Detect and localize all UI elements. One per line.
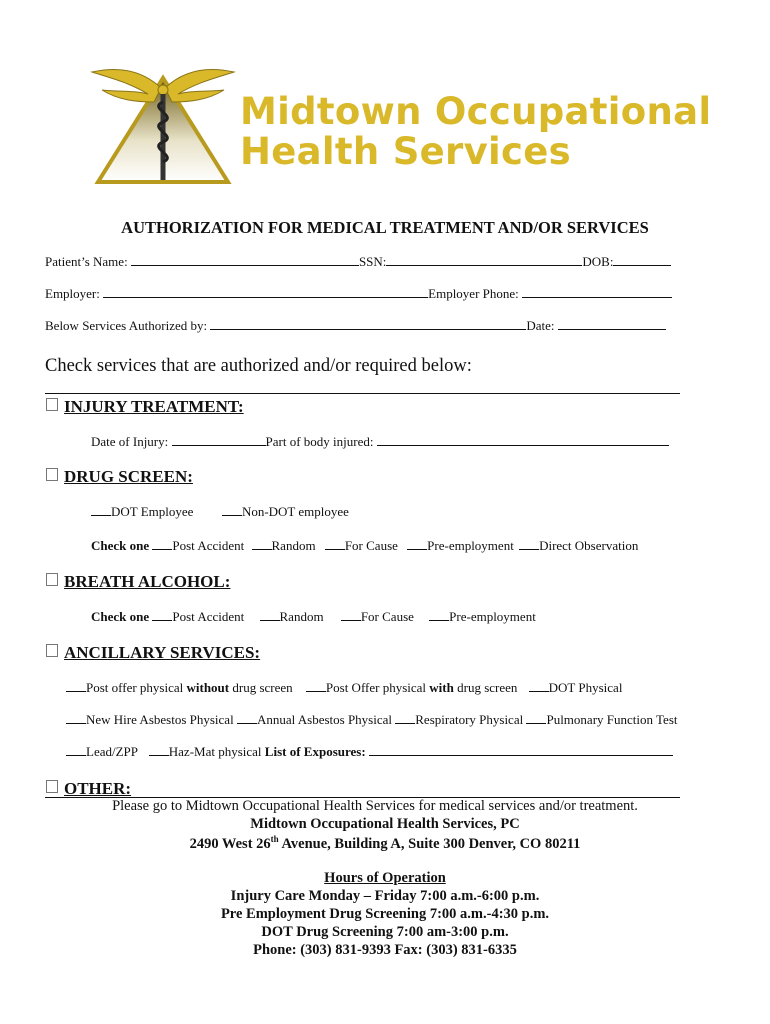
- ancillary-section-heading: [46, 643, 260, 663]
- drug-checkbox[interactable]: [46, 468, 58, 481]
- address-part: 2490 West 26: [189, 835, 271, 852]
- ancillary-label: Post offer physical: [86, 680, 187, 695]
- drug-option-label: Post Accident: [172, 538, 245, 553]
- injury-row: [91, 434, 669, 450]
- dob-field[interactable]: [613, 254, 671, 266]
- breath-section-heading: [46, 572, 230, 592]
- breath-option-blank[interactable]: [152, 609, 172, 621]
- breath-heading-text: BREATH ALCOHOL:: [64, 572, 231, 591]
- date-of-injury-field[interactable]: [172, 434, 266, 446]
- logo-title-line2: Health Services: [240, 130, 571, 173]
- ancillary-blank[interactable]: [237, 712, 257, 724]
- employer-field[interactable]: [103, 286, 428, 298]
- breath-option-label: Pre-employment: [449, 609, 536, 624]
- ancillary-label: drug screen: [229, 680, 293, 695]
- ssn-field[interactable]: [386, 254, 582, 266]
- exposures-field[interactable]: [369, 744, 673, 756]
- address-ordinal: th: [270, 834, 279, 844]
- employer-row: [45, 286, 672, 302]
- drug-reason-row: [91, 538, 638, 554]
- footer-address: [0, 834, 770, 853]
- logo-title-line1: Midtown Occupational: [240, 90, 712, 133]
- breath-checkbox[interactable]: [46, 573, 58, 586]
- ancillary-label: New Hire Asbestos Physical: [86, 712, 234, 727]
- employer-phone-label: Employer Phone:: [428, 286, 519, 301]
- other-checkbox[interactable]: [46, 780, 58, 793]
- breath-option-label: Random: [279, 609, 324, 624]
- ancillary-label-emphasis: with: [429, 680, 454, 695]
- ssn-label: SSN:: [358, 254, 387, 269]
- ancillary-label: Haz-Mat physical: [168, 744, 265, 759]
- drug-option-blank[interactable]: [252, 538, 272, 550]
- patient-name-label: Patient’s Name:: [45, 254, 128, 269]
- drug-option-blank[interactable]: [325, 538, 345, 550]
- body-part-label: Part of body injured:: [265, 434, 374, 449]
- ancillary-label: Lead/ZPP: [86, 744, 138, 759]
- non-dot-label: Non-DOT employee: [241, 504, 349, 519]
- drug-section-heading: [46, 467, 193, 487]
- drug-option-blank[interactable]: [407, 538, 427, 550]
- hours-pre-employment: Pre Employment Drug Screening 7:00 a.m.-4:30 p.m.: [220, 906, 550, 922]
- breath-check-one-label: Check one: [91, 609, 150, 624]
- employer-phone-field[interactable]: [522, 286, 672, 298]
- ancillary-blank[interactable]: [149, 744, 169, 756]
- ancillary-label: DOT Physical: [548, 680, 623, 695]
- footer-instruction: Please go to Midtown Occupational Health Services for medical services and/or treatment.: [112, 798, 638, 814]
- breath-option-label: Post Accident: [172, 609, 245, 624]
- injury-heading-text: INJURY TREATMENT:: [64, 397, 244, 416]
- ancillary-label: Respiratory Physical: [415, 712, 524, 727]
- breath-option-label: For Cause: [360, 609, 414, 624]
- caduceus-pyramid-icon: [88, 60, 238, 190]
- other-heading-text: OTHER:: [64, 779, 132, 798]
- ancillary-row-1: [66, 680, 622, 696]
- ancillary-label: Pulmonary Function Test: [546, 712, 678, 727]
- drug-option-blank[interactable]: [152, 538, 172, 550]
- breath-reason-row: [91, 609, 536, 625]
- logo: [88, 60, 712, 200]
- drug-heading-text: DRUG SCREEN:: [64, 467, 193, 486]
- ancillary-blank[interactable]: [529, 680, 549, 692]
- exposures-label: List of Exposures:: [264, 744, 366, 759]
- form-title: AUTHORIZATION FOR MEDICAL TREATMENT AND/OR SERVICES: [121, 218, 649, 237]
- ancillary-row-2: [66, 712, 677, 728]
- divider-top: [45, 393, 680, 394]
- other-section-heading: [46, 779, 131, 799]
- dot-employee-label: DOT Employee: [111, 504, 194, 519]
- ancillary-blank[interactable]: [66, 712, 86, 724]
- dob-label: DOB:: [582, 254, 614, 269]
- ancillary-label-emphasis: without: [186, 680, 230, 695]
- drug-check-one-label: Check one: [91, 538, 150, 553]
- breath-option-blank[interactable]: [260, 609, 280, 621]
- patient-name-field[interactable]: [131, 254, 359, 266]
- ancillary-label: Annual Asbestos Physical: [256, 712, 392, 727]
- footer-phone: Phone: (303) 831-9393 Fax: (303) 831-6335: [253, 942, 517, 958]
- ancillary-blank[interactable]: [526, 712, 546, 724]
- ancillary-row-3: [66, 744, 673, 760]
- body-part-field[interactable]: [377, 434, 669, 446]
- drug-option-blank[interactable]: [519, 538, 539, 550]
- drug-employee-type-row: [91, 504, 349, 520]
- date-field[interactable]: [558, 318, 666, 330]
- hours-injury-care: Injury Care Monday – Friday 7:00 a.m.-6:00 p.m.: [230, 888, 540, 904]
- ancillary-blank[interactable]: [66, 744, 86, 756]
- authorized-by-label: Below Services Authorized by:: [45, 318, 208, 333]
- date-of-injury-label: Date of Injury:: [91, 434, 169, 449]
- ancillary-heading-text: ANCILLARY SERVICES:: [64, 643, 261, 662]
- non-dot-blank[interactable]: [222, 504, 242, 516]
- authorized-by-field[interactable]: [210, 318, 526, 330]
- drug-option-label: Pre-employment: [427, 538, 514, 553]
- breath-option-blank[interactable]: [429, 609, 449, 621]
- injury-section-heading: [46, 397, 244, 417]
- ancillary-checkbox[interactable]: [46, 644, 58, 657]
- ancillary-label: Post Offer physical: [325, 680, 430, 695]
- ancillary-blank[interactable]: [395, 712, 415, 724]
- drug-option-label: Random: [271, 538, 316, 553]
- drug-option-label: For Cause: [344, 538, 398, 553]
- hours-dot: DOT Drug Screening 7:00 am-3:00 p.m.: [261, 924, 509, 940]
- drug-option-label: Direct Observation: [539, 538, 639, 553]
- patient-row: [45, 254, 671, 270]
- date-label: Date:: [526, 318, 555, 333]
- dot-employee-blank[interactable]: [91, 504, 111, 516]
- check-services-heading: Check services that are authorized and/or required below:: [45, 356, 472, 376]
- employer-label: Employer:: [45, 286, 100, 301]
- footer-company: Midtown Occupational Health Services, PC: [250, 816, 520, 832]
- injury-checkbox[interactable]: [46, 398, 58, 411]
- ancillary-blank[interactable]: [306, 680, 326, 692]
- ancillary-label: drug screen: [453, 680, 518, 695]
- ancillary-blank[interactable]: [66, 680, 86, 692]
- hours-title: Hours of Operation: [324, 870, 446, 886]
- authorized-row: [45, 318, 666, 334]
- breath-option-blank[interactable]: [341, 609, 361, 621]
- address-part: Avenue, Building A, Suite 300 Denver, CO 80211: [278, 835, 581, 852]
